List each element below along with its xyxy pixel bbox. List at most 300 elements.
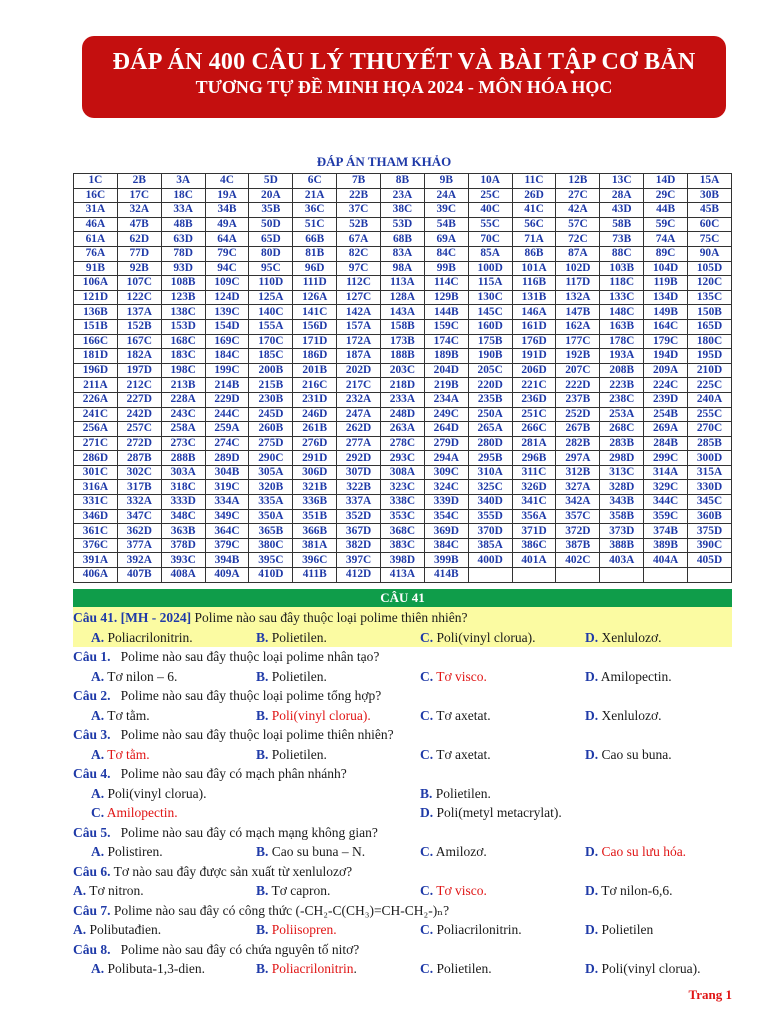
answer-cell: 332A <box>117 495 161 510</box>
option-letter: A. <box>91 746 105 762</box>
answer-row <box>74 319 732 334</box>
answer-cell: 211A <box>74 378 118 393</box>
answer-cell: 101A <box>512 261 556 276</box>
answer-cell: 266C <box>512 422 556 437</box>
answer-cell: 170C <box>249 334 293 349</box>
answer-cell: 25C <box>468 188 512 203</box>
answer-cell: 160D <box>468 319 512 334</box>
answer-cell: 292D <box>337 451 381 466</box>
answer-cell: 163B <box>600 319 644 334</box>
answer-cell: 321B <box>293 480 337 495</box>
answer-option <box>420 707 491 724</box>
answer-cell: 219B <box>424 378 468 393</box>
answer-cell: 363B <box>161 524 205 539</box>
answer-cell: 121D <box>74 290 118 305</box>
answer-cell: 152B <box>117 319 161 334</box>
answer-cell: 195D <box>688 349 732 364</box>
answer-cell: 75C <box>688 232 732 247</box>
option-text: Poli(vinyl clorua). <box>436 629 536 645</box>
answer-cell: 267B <box>556 422 600 437</box>
answer-cell: 228A <box>161 392 205 407</box>
answer-cell: 403A <box>600 553 644 568</box>
answer-row <box>74 422 732 437</box>
answer-cell: 83A <box>381 246 425 261</box>
answer-option <box>256 960 357 977</box>
answer-cell: 369D <box>424 524 468 539</box>
answer-cell: 60C <box>688 217 732 232</box>
answer-cell: 274C <box>205 436 249 451</box>
answer-cell: 354C <box>424 509 468 524</box>
answer-cell: 77D <box>117 246 161 261</box>
answer-cell: 172A <box>337 334 381 349</box>
answer-cell: 29C <box>644 188 688 203</box>
answer-cell: 273C <box>161 436 205 451</box>
answer-cell: 315A <box>688 465 732 480</box>
answer-cell: 46A <box>74 217 118 232</box>
answer-cell: 74A <box>644 232 688 247</box>
answer-option <box>91 668 177 685</box>
answer-cell: 224C <box>644 378 688 393</box>
option-letter: D. <box>585 629 599 645</box>
option-letter: A. <box>73 922 87 937</box>
answer-row <box>74 276 732 291</box>
answer-cell: 284B <box>644 436 688 451</box>
answer-cell: 154D <box>205 319 249 334</box>
answer-cell: 67A <box>337 232 381 247</box>
answer-cell: 286D <box>74 451 118 466</box>
answer-cell: 9B <box>424 174 468 189</box>
answer-row <box>74 553 732 568</box>
answer-cell: 213B <box>161 378 205 393</box>
option-text: Cao su lưu hóa. <box>601 844 687 859</box>
answer-cell: 334A <box>205 495 249 510</box>
answers-title: ĐÁP ÁN THAM KHẢO <box>316 154 452 169</box>
answer-cell <box>644 568 688 583</box>
answer-cell: 57C <box>556 217 600 232</box>
answer-cell: 117D <box>556 276 600 291</box>
option-letter: A. <box>91 844 105 859</box>
answer-cell: 99B <box>424 261 468 276</box>
option-text: Poliacrilonitrin <box>271 961 354 976</box>
answer-cell: 343B <box>600 495 644 510</box>
answer-cell: 64A <box>205 232 249 247</box>
answer-cell: 118C <box>600 276 644 291</box>
answer-cell: 30B <box>688 188 732 203</box>
answer-option <box>256 707 371 724</box>
answer-cell: 254B <box>644 407 688 422</box>
option-text: Poli(vinyl clorua). <box>107 785 207 801</box>
answer-cell: 265A <box>468 422 512 437</box>
answer-row <box>74 349 732 364</box>
answer-cell: 212C <box>117 378 161 393</box>
answer-cell: 8B <box>381 174 425 189</box>
answer-option <box>420 882 487 899</box>
answer-cell: 240A <box>688 392 732 407</box>
option-text: Xenlulozơ. <box>601 629 662 645</box>
question-number: Câu 41. <box>73 610 118 625</box>
answer-cell: 414B <box>424 568 468 583</box>
answer-cell: 290C <box>249 451 293 466</box>
option-text: Polietilen. <box>435 785 491 801</box>
answer-cell: 336B <box>293 495 337 510</box>
answer-cell: 180C <box>688 334 732 349</box>
answer-cell: 20A <box>249 188 293 203</box>
answer-cell: 327A <box>556 480 600 495</box>
answer-cell: 217C <box>337 378 381 393</box>
answer-cell: 37C <box>337 203 381 218</box>
answer-option <box>256 843 365 860</box>
answer-cell: 300D <box>688 451 732 466</box>
answer-cell: 394B <box>205 553 249 568</box>
question-stem <box>73 824 732 841</box>
answer-cell: 85A <box>468 246 512 261</box>
question-text: Polime nào sau đây có mạch mạng không gian? <box>110 824 378 840</box>
answer-cell: 358B <box>600 509 644 524</box>
answer-cell: 22B <box>337 188 381 203</box>
answer-cell: 299C <box>644 451 688 466</box>
answer-cell: 92B <box>117 261 161 276</box>
answer-cell: 295B <box>468 451 512 466</box>
answer-cell: 148C <box>600 305 644 320</box>
answer-cell: 250A <box>468 407 512 422</box>
answer-cell: 281A <box>512 436 556 451</box>
answer-cell: 226A <box>74 392 118 407</box>
answer-cell: 344C <box>644 495 688 510</box>
answer-cell: 53D <box>381 217 425 232</box>
answer-cell: 193A <box>600 349 644 364</box>
answer-cell: 348C <box>161 509 205 524</box>
answer-cell: 181D <box>74 349 118 364</box>
answer-cell: 146A <box>512 305 556 320</box>
answer-cell: 4C <box>205 174 249 189</box>
answer-cell: 87A <box>556 246 600 261</box>
answer-cell: 165D <box>688 319 732 334</box>
option-text: Tơ tằm. <box>107 746 150 762</box>
answer-cell: 56C <box>512 217 556 232</box>
option-text: Amilozơ. <box>435 844 487 859</box>
answer-cell: 319C <box>205 480 249 495</box>
answer-cell: 263A <box>381 422 425 437</box>
answer-cell: 401A <box>512 553 556 568</box>
answer-cell: 204D <box>424 363 468 378</box>
answer-cell: 158B <box>381 319 425 334</box>
answer-cell: 184C <box>205 349 249 364</box>
answer-cell: 43D <box>600 203 644 218</box>
answer-cell: 171D <box>293 334 337 349</box>
answer-cell: 216C <box>293 378 337 393</box>
answer-cell: 298D <box>600 451 644 466</box>
answer-cell: 33A <box>161 203 205 218</box>
answer-row <box>74 509 732 524</box>
answer-cell: 353C <box>381 509 425 524</box>
answer-cell: 248D <box>381 407 425 422</box>
answer-cell: 279D <box>424 436 468 451</box>
answer-cell: 306D <box>293 465 337 480</box>
answer-row <box>74 378 732 393</box>
option-letter: A. <box>91 629 105 645</box>
answer-cell: 208B <box>600 363 644 378</box>
answer-cell: 47B <box>117 217 161 232</box>
answer-cell: 126A <box>293 290 337 305</box>
answer-cell: 382D <box>337 538 381 553</box>
answer-cell: 255C <box>688 407 732 422</box>
question-number: Câu 3. <box>73 727 111 742</box>
answer-cell: 63D <box>161 232 205 247</box>
answer-cell: 347C <box>117 509 161 524</box>
answer-cell: 79C <box>205 246 249 261</box>
answer-cell: 333D <box>161 495 205 510</box>
answer-row <box>74 203 732 218</box>
answer-cell: 5D <box>249 174 293 189</box>
answer-cell: 202D <box>337 363 381 378</box>
option-letter: D. <box>585 844 599 859</box>
answer-cell: 107C <box>117 276 161 291</box>
answer-cell: 301C <box>74 465 118 480</box>
answer-cell: 129B <box>424 290 468 305</box>
option-text: Polistiren. <box>107 844 163 859</box>
answer-cell: 264D <box>424 422 468 437</box>
answer-cell: 34B <box>205 203 249 218</box>
answer-cell: 94C <box>205 261 249 276</box>
answer-cell <box>512 568 556 583</box>
answer-cell: 314A <box>644 465 688 480</box>
answer-cell: 302C <box>117 465 161 480</box>
option-text: Tơ visco. <box>436 883 487 898</box>
answer-cell: 166C <box>74 334 118 349</box>
answer-cell: 100D <box>468 261 512 276</box>
question-text: Polime nào sau đây thuộc loại polime thiên nhiên? <box>191 610 468 625</box>
answer-cell <box>688 568 732 583</box>
answer-cell: 89C <box>644 246 688 261</box>
answer-cell: 3A <box>161 174 205 189</box>
answer-cell: 215B <box>249 378 293 393</box>
answer-option <box>585 746 672 763</box>
answer-cell: 236D <box>512 392 556 407</box>
answer-cell: 176D <box>512 334 556 349</box>
answer-cell: 338C <box>381 495 425 510</box>
answer-cell: 251C <box>512 407 556 422</box>
answer-option <box>256 668 327 685</box>
answer-option <box>420 960 492 977</box>
answer-cell: 392A <box>117 553 161 568</box>
answer-cell: 345C <box>688 495 732 510</box>
answer-cell: 177C <box>556 334 600 349</box>
answer-cell: 96D <box>293 261 337 276</box>
answer-cell: 258A <box>161 422 205 437</box>
answer-cell: 91B <box>74 261 118 276</box>
answer-cell: 66B <box>293 232 337 247</box>
answer-cell: 159C <box>424 319 468 334</box>
answer-option <box>420 668 487 685</box>
answer-cell: 32A <box>117 203 161 218</box>
answer-cell: 18C <box>161 188 205 203</box>
answer-cell: 110D <box>249 276 293 291</box>
answer-option <box>256 882 330 899</box>
answer-cell: 366B <box>293 524 337 539</box>
answer-cell: 167C <box>117 334 161 349</box>
option-text: Polietilen. <box>271 746 327 762</box>
answer-key-table <box>73 173 732 583</box>
answer-cell: 244C <box>205 407 249 422</box>
option-letter: D. <box>585 922 599 937</box>
answer-cell: 386C <box>512 538 556 553</box>
answer-cell: 357C <box>556 509 600 524</box>
answer-cell: 52B <box>337 217 381 232</box>
answer-cell: 404A <box>644 553 688 568</box>
question-text: Polime nào sau đây có công thức (-CH₂-C(CH₃)=CH-CH₂-)ₙ? <box>110 902 450 918</box>
answer-cell: 235B <box>468 392 512 407</box>
answer-option <box>256 629 327 646</box>
answer-cell: 201B <box>293 363 337 378</box>
option-letter: A. <box>91 961 105 976</box>
answer-cell: 136B <box>74 305 118 320</box>
answer-cell: 305A <box>249 465 293 480</box>
answer-cell: 191D <box>512 349 556 364</box>
answer-cell: 90A <box>688 246 732 261</box>
answer-cell: 1C <box>74 174 118 189</box>
option-text: Polietilen. <box>436 961 492 976</box>
option-letter: A. <box>73 883 87 898</box>
answer-cell: 119B <box>644 276 688 291</box>
answer-cell: 225C <box>688 378 732 393</box>
answer-cell: 105D <box>688 261 732 276</box>
answer-cell: 142A <box>337 305 381 320</box>
answer-cell: 169C <box>205 334 249 349</box>
option-suffix: . <box>353 961 357 976</box>
answer-cell: 374B <box>644 524 688 539</box>
answer-cell: 355D <box>468 509 512 524</box>
answer-cell: 179C <box>644 334 688 349</box>
answer-cell: 35B <box>249 203 293 218</box>
question-number: Câu 1. <box>73 649 111 664</box>
answer-cell: 140C <box>249 305 293 320</box>
answer-cell: 194D <box>644 349 688 364</box>
answer-cell: 153D <box>161 319 205 334</box>
answer-cell: 309C <box>424 465 468 480</box>
question-number: Câu 4. <box>73 766 111 781</box>
answer-cell: 277A <box>337 436 381 451</box>
option-text: Poli(vinyl clorua). <box>271 707 371 723</box>
answer-cell: 364C <box>205 524 249 539</box>
question-number: Câu 5. <box>73 824 111 840</box>
answer-option <box>73 921 161 938</box>
answer-row <box>74 246 732 261</box>
answer-option <box>420 785 491 802</box>
answer-cell: 339D <box>424 495 468 510</box>
answer-cell: 312B <box>556 465 600 480</box>
answer-cell: 396C <box>293 553 337 568</box>
answer-cell: 227D <box>117 392 161 407</box>
answer-cell: 340D <box>468 495 512 510</box>
answer-cell: 73B <box>600 232 644 247</box>
answer-option <box>91 960 205 977</box>
option-text: Cao su buna. <box>601 746 672 762</box>
answer-cell: 115A <box>468 276 512 291</box>
option-letter: B. <box>256 707 269 723</box>
answer-cell: 111D <box>293 276 337 291</box>
answer-row <box>74 290 732 305</box>
answer-cell: 371D <box>512 524 556 539</box>
banner-title: ĐÁP ÁN 400 CÂU LÝ THUYẾT VÀ BÀI TẬP CƠ BẢN <box>112 49 696 75</box>
answer-cell: 11C <box>512 174 556 189</box>
answer-row <box>74 232 732 247</box>
answer-cell: 209A <box>644 363 688 378</box>
answer-cell: 13C <box>600 174 644 189</box>
answer-cell: 368C <box>381 524 425 539</box>
answer-row <box>74 538 732 553</box>
answer-cell: 19A <box>205 188 249 203</box>
answer-option <box>420 921 522 938</box>
answer-cell: 161D <box>512 319 556 334</box>
banner-subtitle: TƯƠNG TỰ ĐỀ MINH HỌA 2024 - MÔN HÓA HỌC <box>195 77 613 97</box>
answer-cell: 40C <box>468 203 512 218</box>
answer-cell: 10A <box>468 174 512 189</box>
answer-option <box>585 843 686 860</box>
option-letter: D. <box>585 961 599 976</box>
answer-cell: 196D <box>74 363 118 378</box>
answer-cell: 246D <box>293 407 337 422</box>
answer-cell: 322B <box>337 480 381 495</box>
answer-option <box>585 707 662 724</box>
option-letter: A. <box>91 785 105 801</box>
answer-cell: 351B <box>293 509 337 524</box>
option-text: Cao su buna – N. <box>271 844 366 859</box>
option-letter: D. <box>585 746 599 762</box>
answer-cell: 280D <box>468 436 512 451</box>
question-stem <box>73 902 732 919</box>
answer-cell: 114C <box>424 276 468 291</box>
answer-cell: 329C <box>644 480 688 495</box>
option-text: Poliacrilonitrin. <box>107 629 193 645</box>
answer-option <box>91 629 193 646</box>
answer-cell: 128A <box>381 290 425 305</box>
answer-cell: 287B <box>117 451 161 466</box>
answer-option <box>91 707 150 724</box>
answer-cell: 48B <box>161 217 205 232</box>
answer-cell: 335A <box>249 495 293 510</box>
answer-cell: 307D <box>337 465 381 480</box>
answer-cell: 45B <box>688 203 732 218</box>
answer-cell: 156D <box>293 319 337 334</box>
answer-cell: 54B <box>424 217 468 232</box>
answer-cell: 283B <box>600 436 644 451</box>
answer-cell: 127C <box>337 290 381 305</box>
answer-cell: 233A <box>381 392 425 407</box>
answer-cell: 186D <box>293 349 337 364</box>
answer-cell: 49A <box>205 217 249 232</box>
answer-cell: 102D <box>556 261 600 276</box>
answer-cell: 346D <box>74 509 118 524</box>
option-text: Polibuta-1,3-dien. <box>107 961 205 976</box>
answer-cell: 38C <box>381 203 425 218</box>
answer-option <box>256 746 327 763</box>
answer-cell: 356A <box>512 509 556 524</box>
question-stem <box>73 765 732 782</box>
answer-cell: 6C <box>293 174 337 189</box>
question-stem <box>73 726 732 743</box>
answer-cell: 120C <box>688 276 732 291</box>
answer-cell: 238C <box>600 392 644 407</box>
answer-cell: 350A <box>249 509 293 524</box>
answer-cell: 362D <box>117 524 161 539</box>
question-number: Câu 6. <box>73 863 111 879</box>
answer-row <box>74 480 732 495</box>
option-letter: B. <box>256 668 269 684</box>
answer-cell: 12B <box>556 174 600 189</box>
answer-cell: 178C <box>600 334 644 349</box>
option-text: Tơ axetat. <box>436 707 491 723</box>
answer-cell: 44B <box>644 203 688 218</box>
